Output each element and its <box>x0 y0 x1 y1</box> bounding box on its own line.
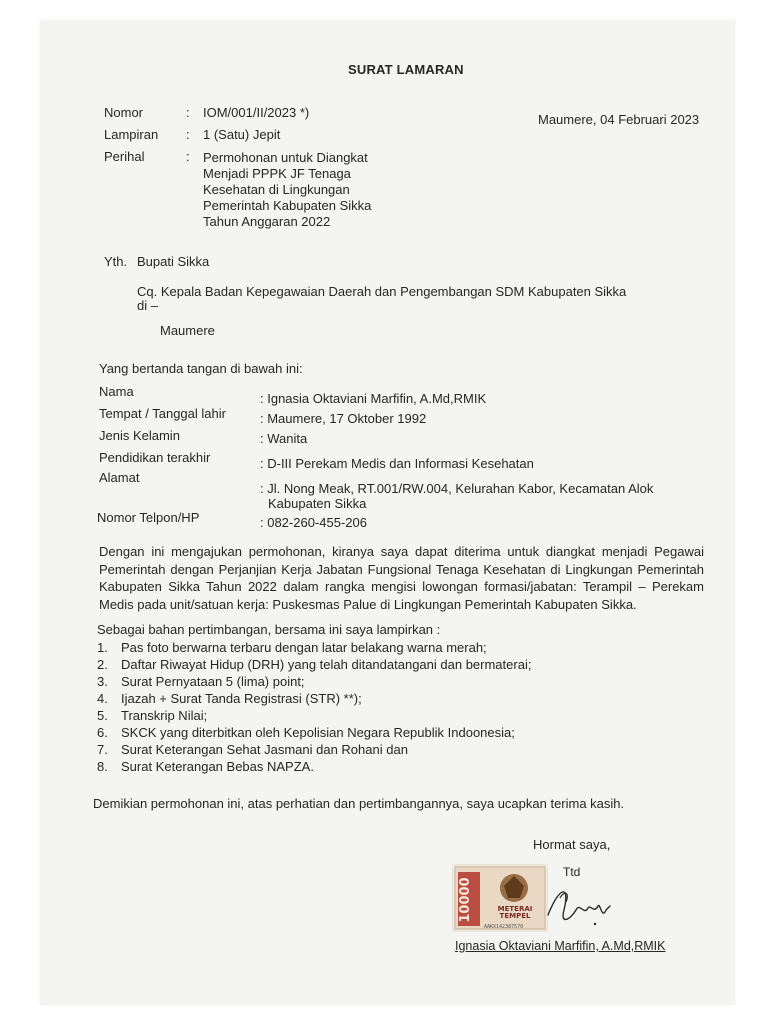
list-item <box>97 639 531 656</box>
identity-value-education: : D-III Perekam Medis dan Informasi Kesehatan <box>260 456 534 471</box>
list-item <box>97 741 531 758</box>
list-number: 2. <box>97 657 108 672</box>
identity-value-ttl: : Maumere, 17 Oktober 1992 <box>260 411 427 426</box>
list-number: 4. <box>97 691 108 706</box>
list-item <box>97 758 531 775</box>
perihal-line: Menjadi PPPK JF Tenaga <box>203 166 351 181</box>
identity-label-education: Pendidikan terakhir <box>99 450 211 465</box>
list-number: 6. <box>97 725 108 740</box>
letter-date: Maumere, 04 Februari 2023 <box>538 112 700 127</box>
identity-label-phone: Nomor Telpon/HP <box>97 510 200 525</box>
identity-value-gender: : Wanita <box>260 431 308 446</box>
meta-value-perihal <box>203 150 403 230</box>
list-item <box>97 724 531 741</box>
perihal-line: Kesehatan di Lingkungan <box>203 182 350 197</box>
meta-colon: : <box>186 105 190 120</box>
list-text: Pas foto berwarna terbaru dengan latar belakang warna merah; <box>121 640 487 655</box>
list-item <box>97 707 531 724</box>
list-item <box>97 656 531 673</box>
closing-text: Demikian permohonan ini, atas perhatian dan pertimbangannya, saya ucapkan terima kasih. <box>93 796 625 811</box>
list-text: Surat Pernyataan 5 (lima) point; <box>121 674 305 689</box>
list-text: Transkrip Nilai; <box>121 708 208 723</box>
identity-value-nama: : Ignasia Oktaviani Marfifin, A.Md,RMIK <box>260 391 487 406</box>
stamp-value: 10000 <box>458 877 473 923</box>
list-text: Ijazah + Surat Tanda Registrasi (STR) **); <box>121 691 362 706</box>
regards-text: Hormat saya, <box>533 837 611 852</box>
identity-label-gender: Jenis Kelamin <box>99 428 180 443</box>
recipient-name: Bupati Sikka <box>137 254 210 269</box>
attachments-intro: Sebagai bahan pertimbangan, bersama ini saya lampirkan : <box>97 622 441 637</box>
recipient-yth: Yth. <box>104 254 128 269</box>
identity-value-address: : Jl. Nong Meak, RT.001/RW.004, Kelurahan Kabor, Kecamatan Alok <box>260 481 654 496</box>
list-text: SKCK yang diterbitkan oleh Kepolisian Negara Republik Indoonesia; <box>121 725 515 740</box>
attachments-list <box>97 639 531 775</box>
list-number: 1. <box>97 640 108 655</box>
body-paragraph: Dengan ini mengajukan permohonan, kiranya saya dapat diterima untuk diangkat menjadi Pegawai Pemerintah dengan Perjanjian Kerja Jabatan Fungsional Tenaga Kesehatan di Lingkungan Pemerintah Kabupaten Sikka Tahun 2022 dalam rangka mengisi lowongan formasi/jabatan: Terampil – Perekam Medis pada unit/satuan kerja: Puskesmas Palue di Lingkungan Pemerintah Kabupaten Sikka. <box>99 544 704 612</box>
recipient-cq: Cq. Kepala Badan Kepegawaian Daerah dan Pengembangan SDM Kabupaten Sikka <box>137 284 627 299</box>
letter-title: SURAT LAMARAN <box>348 62 464 77</box>
list-number: 7. <box>97 742 108 757</box>
perihal-line: Pemerintah Kabupaten Sikka <box>203 198 372 213</box>
identity-label-ttl: Tempat / Tanggal lahir <box>99 406 226 421</box>
meta-colon: : <box>186 127 190 142</box>
list-text: Surat Keterangan Bebas NAPZA. <box>121 759 314 774</box>
perihal-line: Permohonan untuk Diangkat <box>203 150 368 165</box>
list-number: 5. <box>97 708 108 723</box>
signature-icon <box>540 880 615 930</box>
perihal-line: Tahun Anggaran 2022 <box>203 214 331 229</box>
recipient-di: di – <box>137 298 158 313</box>
identity-label-nama: Nama <box>99 384 134 399</box>
stamp-serial: AAKX142387570 <box>484 924 524 930</box>
list-item <box>97 690 531 707</box>
meta-label-perihal: Perihal <box>104 149 145 164</box>
list-item <box>97 673 531 690</box>
meta-value-lampiran: 1 (Satu) Jepit <box>203 127 281 142</box>
recipient-city: Maumere <box>160 323 215 338</box>
meta-value-nomor: IOM/001/II/2023 *) <box>203 105 310 120</box>
meterai-stamp-icon <box>452 864 548 932</box>
list-number: 3. <box>97 674 108 689</box>
ttd-text: Ttd <box>563 865 581 879</box>
meta-label-lampiran: Lampiran <box>104 127 159 142</box>
stamp-label-2: TEMPEL <box>499 912 531 920</box>
list-text: Surat Keterangan Sehat Jasmani dan Rohani dan <box>121 742 408 757</box>
list-text: Daftar Riwayat Hidup (DRH) yang telah ditandatangani dan bermaterai; <box>121 657 532 672</box>
meta-label-nomor: Nomor <box>104 105 144 120</box>
meta-colon: : <box>186 149 190 164</box>
intro-text: Yang bertanda tangan di bawah ini: <box>99 361 303 376</box>
identity-label-address: Alamat <box>99 470 140 485</box>
signer-name: Ignasia Oktaviani Marfifin, A.Md,RMIK <box>455 939 666 953</box>
identity-value-phone: : 082-260-455-206 <box>260 515 367 530</box>
list-number: 8. <box>97 759 108 774</box>
stamp-label-1: METERAI <box>497 905 533 913</box>
identity-value-address-line2: Kabupaten Sikka <box>268 496 367 511</box>
